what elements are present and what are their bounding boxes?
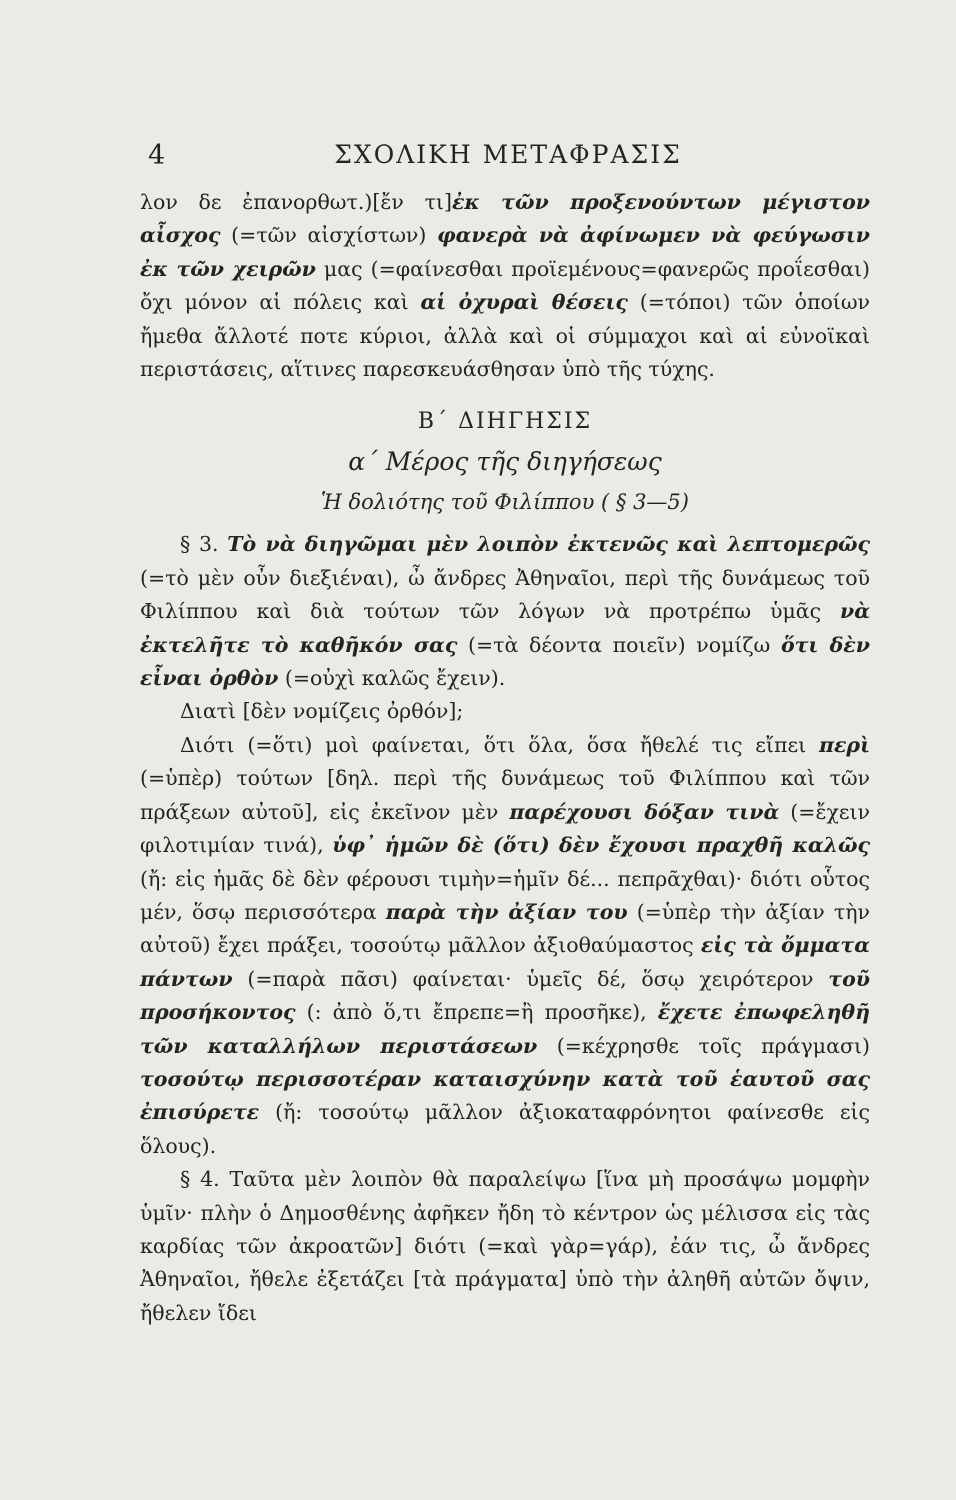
part-title: α΄ Μέρος τῆς διηγήσεως	[348, 447, 662, 477]
emphasized-text: περὶ	[818, 732, 870, 757]
page-number: 4	[148, 140, 166, 171]
text-run: (=ἔχειν φιλοτιμίαν τινά),	[140, 799, 871, 858]
emphasized-text: νὰ ἐκτελῆτε τὸ καθῆκόν σας	[140, 599, 870, 657]
body-text	[140, 186, 870, 1330]
emphasized-text: εἰς τὰ ὄμματα πάντων	[140, 933, 870, 991]
emphasized-text: ὑφ᾽ ἡμῶν δὲ (ὅτι) δὲν ἔχουσι πραχθῆ καλῶς	[332, 833, 870, 858]
text-run: (ἤ: εἰς ἡμᾶς δὲ δὲν φέρουσι τιμὴν=ἡμῖν δέ... πεπρᾶχθαι)· διότι οὗτος μέν, ὅσῳ περισσότερα	[140, 866, 870, 924]
text-run: (: ἀπὸ ὅ,τι ἔπρεπε=ἢ προσῆκε),	[295, 1000, 658, 1025]
paragraph-section-3	[140, 528, 870, 695]
paragraph-question: Διατὶ [δὲν νομίζεις ὀρθόν];	[180, 699, 464, 724]
text-run: μας (=φαίνεσθαι προϊεμένους=φανερῶς προΐεσθαι) ὄχι μόνον αἱ πόλεις καὶ	[140, 256, 870, 315]
emphasized-text: παρέχουσι δόξαν τινὰ	[509, 799, 780, 824]
paragraph-section-4	[140, 1163, 870, 1330]
text-run: (ἤ: τοσούτῳ μᾶλλον ἀξιοκαταφρόνητοι φαίνεσθε εἰς ὅλους).	[140, 1100, 870, 1158]
text-run: Διότι (=ὅτι) μοὶ φαίνεται, ὅτι ὅλα, ὅσα ἤθελέ τις εἴπει	[180, 732, 819, 757]
paragraph-1	[140, 186, 870, 386]
text-run: λον δε ἐπανορθωτ.)[ἔν τι]	[140, 190, 452, 214]
emphasized-text: τοσούτῳ περισσοτέραν καταισχύνην κατὰ τοῦ ἑαυτοῦ σας ἐπισύρετε	[140, 1066, 870, 1125]
emphasized-text: ἐκ τῶν προξενούντων μέγιστον αἶσχος	[140, 190, 870, 248]
text-run: (=τόποι) τῶν ὁποίων ἤμεθα ἄλλοτέ ποτε κύριοι, ἀλλὰ καὶ οἱ σύμμαχοι καὶ αἱ εὐνοϊκαὶ περιστάσεις, αἵτινες παρεσκευάσθησαν ὑπὸ τῆς τύχης.	[140, 290, 871, 382]
text-run: § 3.	[180, 532, 228, 557]
emphasized-text: παρὰ τὴν ἀξίαν του	[385, 899, 628, 924]
text-run: (=ὑπὲρ) τούτων [δηλ. περὶ τῆς δυνάμεως τοῦ Φιλίππου καὶ τῶν πράξεων αὐτοῦ], εἰς ἐκεῖνον μὲν	[140, 766, 870, 824]
emphasized-text: Τὸ νὰ διηγῶμαι μὲν λοιπὸν ἐκτενῶς καὶ λεπτομερῶς	[227, 532, 870, 557]
text-run: (=τὰ δέοντα ποιεῖν) νομίζω	[457, 632, 781, 657]
text-run: (=τῶν αἰσχίστων)	[220, 223, 438, 248]
emphasized-text: αἱ ὀχυραὶ θέσεις	[420, 290, 628, 315]
text-run: (=ὑπὲρ τὴν ἀξίαν τὴν αὐτοῦ) ἔχει πράξει, τοσούτῳ μᾶλλον ἀξιοθαύμαστος	[140, 899, 870, 958]
text-run: (=οὐχὶ καλῶς ἔχειν).	[278, 666, 506, 691]
emphasized-text: φανερὰ νὰ ἀφίνωμεν νὰ φεύγωσιν ἐκ τῶν χειρῶν	[140, 223, 871, 281]
section-title: Β΄ ΔΙΗΓΗΣΙΣ	[417, 409, 593, 435]
text-run: § 4. Ταῦτα μὲν λοιπὸν θὰ παραλείψω [ἵνα μὴ προσάψω μομφὴν ὑμῖν· πλὴν ὁ Δημοσθένης ἀφῆκεν ἤδη τὸ κέντρον ὡς μέλισσα εἰς τὰς καρδίας τῶν ἀκροατῶν] διότι (=καὶ γὰρ=γάρ), ἐάν τις, ὦ ἄνδρες Ἀθηναῖοι, ἤθελε ἐξετάζει [τὰ πράγματα] ὑπὸ τὴν ἀληθῆ αὐτῶν ὄψιν, ἤθελεν ἴδει	[140, 1167, 870, 1325]
page-header	[148, 140, 868, 180]
emphasized-text: ὅτι δὲν εἶναι ὀρθὸν	[140, 632, 870, 691]
emphasized-text: τοῦ προσήκοντος	[140, 966, 870, 1025]
emphasized-text: ἔχετε ἐπωφεληθῆ τῶν καταλλήλων περιστάσεων	[140, 1000, 871, 1058]
text-run: (=παρὰ πᾶσι) φαίνεται· ὑμεῖς δέ, ὅσῳ χειρότερον	[232, 966, 829, 991]
sub-title: Ἡ δολιότης τοῦ Φιλίππου ( § 3—5)	[321, 490, 689, 515]
text-run: (=τὸ μὲν οὖν διεξιέναι), ὦ ἄνδρες Ἀθηναῖοι, περὶ τῆς δυνάμεως τοῦ Φιλίππου καὶ διὰ τούτων τῶν λόγων νὰ προτρέπω ὑμᾶς	[140, 565, 870, 624]
text-run: (=κέχρησθε τοῖς πράγμασι)	[537, 1033, 870, 1058]
paragraph-answer	[140, 729, 870, 1163]
running-title: ΣΧΟΛΙΚΗ ΜΕΤΑΦΡΑΣΙΣ	[334, 140, 682, 169]
